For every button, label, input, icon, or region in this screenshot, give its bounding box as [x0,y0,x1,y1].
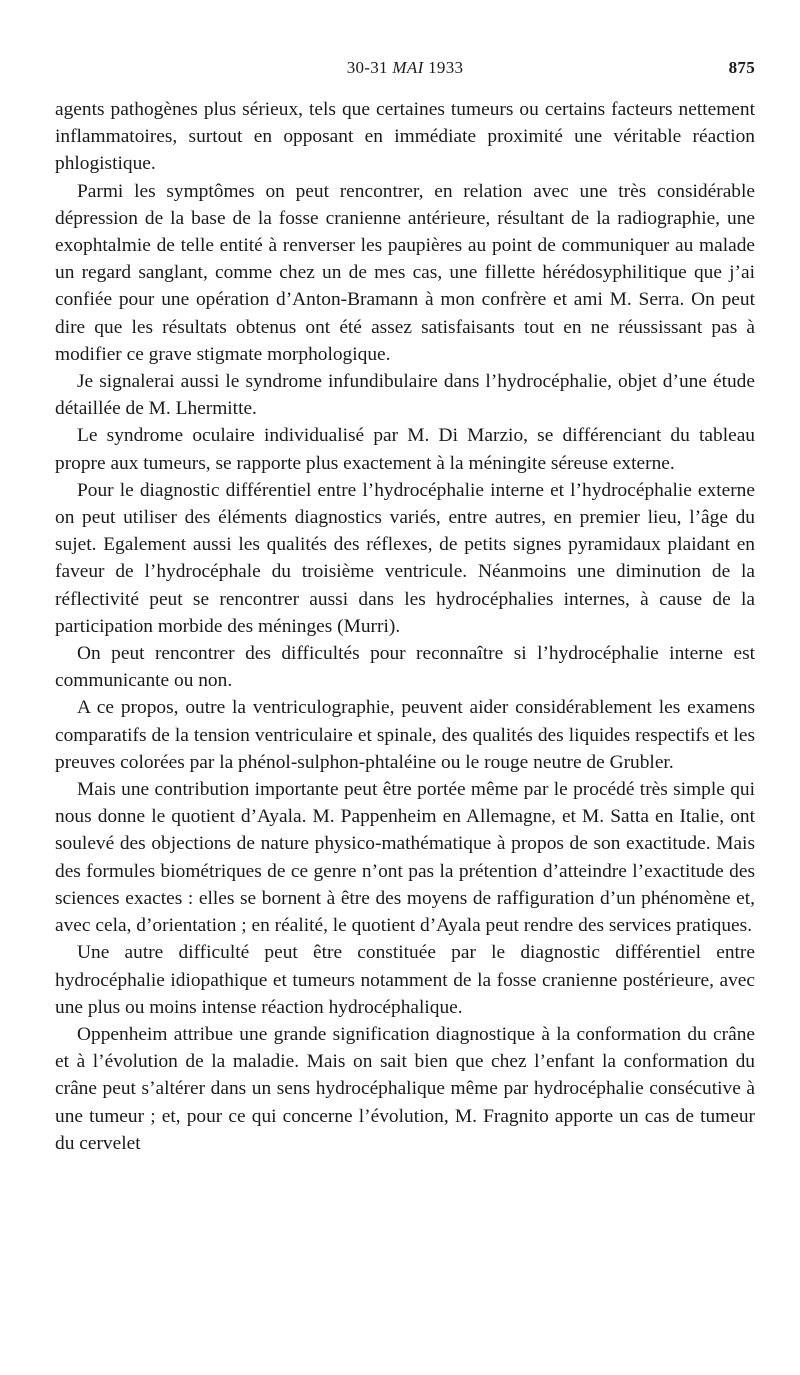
header-year: 1933 [428,58,464,77]
paragraph-8: Mais une contribution importante peut être portée même par le procédé très simple qui nous donne le quotient d’Ayala. M. Pappenheim en Allemagne, et M. Satta en Italie, ont soulevé des objections de nature physico-mathématique à propos de son exactitude. Mais des formules biométriques de ce genre n’ont pas la prétention d’atteindre l’exactitude des sciences exactes : elles se bornent à être des moyens de raffiguration d’un phénomène et, avec cela, d’orientation ; en réalité, le quotient d’Ayala peut rendre des services pratiques. [55,779,755,937]
paragraph-7: A ce propos, outre la ventriculographie, peuvent aider considérablement les examens comparatifs de la tension ventriculaire et spinale, des qualités des liquides respectifs et les preuves colorées par la phénol-sulphon-phtaléine ou le rouge neutre de Grubler. [55,697,755,773]
paragraph-9: Une autre difficulté peut être constituée par le diagnostic différentiel entre hydrocéphalie idiopathique et tumeurs notamment de la fosse cranienne postérieure, avec une plus ou moins intense réaction hydrocéphalique. [55,942,755,1018]
paragraph-1: agents pathogènes plus sérieux, tels que certaines tumeurs ou certains facteurs nettement inflammatoires, surtout en opposant en immédiate proximité une véritable réaction phlogistique. [55,99,755,175]
paragraph-10: Oppenheim attribue une grande signification diagnostique à la conformation du crâne et à l’évolution de la maladie. Mais on sait bien que chez l’enfant la conformation du crâne peut s’altérer dans un sens hydrocéphalique même par hydrocéphalie consécutive à une tumeur ; et, pour ce qui concerne l’évolution, M. Fragnito apporte un cas de tumeur du cervelet [55,1023,755,1154]
paragraph-6: On peut rencontrer des difficultés pour reconnaître si l’hydrocéphalie interne est communicante ou non. [55,643,755,692]
header-month: MAI [392,58,424,77]
paragraph-5: Pour le diagnostic différentiel entre l’hydrocéphalie interne et l’hydrocéphalie externe on peut utiliser des éléments diagnostics variés, entre autres, en premier lieu, l’âge du sujet. Egalement aussi les qualités des réflexes, de petits signes pyramidaux plaidant en faveur de l’hydrocéphale du troisième ventricule. Néanmoins une diminution de la réflectivité peut se rencontrer aussi dans les hydrocéphalies internes, à cause de la participation morbide des méninges (Murri). [55,479,755,637]
paragraph-4: Le syndrome oculaire individualisé par M. Di Marzio, se différenciant du tableau propre aux tumeurs, se rapporte plus exactement à la méningite séreuse externe. [55,425,755,474]
header-date [55,58,755,78]
header-date-prefix: 30-31 [346,58,388,77]
document-page [55,0,755,1157]
page-number: 875 [728,58,755,77]
paragraph-3: Je signalerai aussi le syndrome infundibulaire dans l’hydrocéphalie, objet d’une étude détaillée de M. Lhermitte. [55,371,755,420]
running-head [55,58,755,106]
paragraph-2: Parmi les symptômes on peut rencontrer, en relation avec une très considérable dépression de la base de la fosse cranienne antérieure, résultant de la radiographie, une exophtalmie de telle entité à renverser les paupières au point de communiquer au malade un regard sanglant, comme chez un de mes cas, une fillette hérédosyphilitique que j’ai confiée pour une opération d’Anton-Bramann à mon confrère et ami M. Serra. On peut dire que les résultats obtenus ont été assez satisfaisants tout en ne réussissant pas à modifier ce grave stigmate morphologique. [55,180,755,365]
body-text [55,96,755,1157]
